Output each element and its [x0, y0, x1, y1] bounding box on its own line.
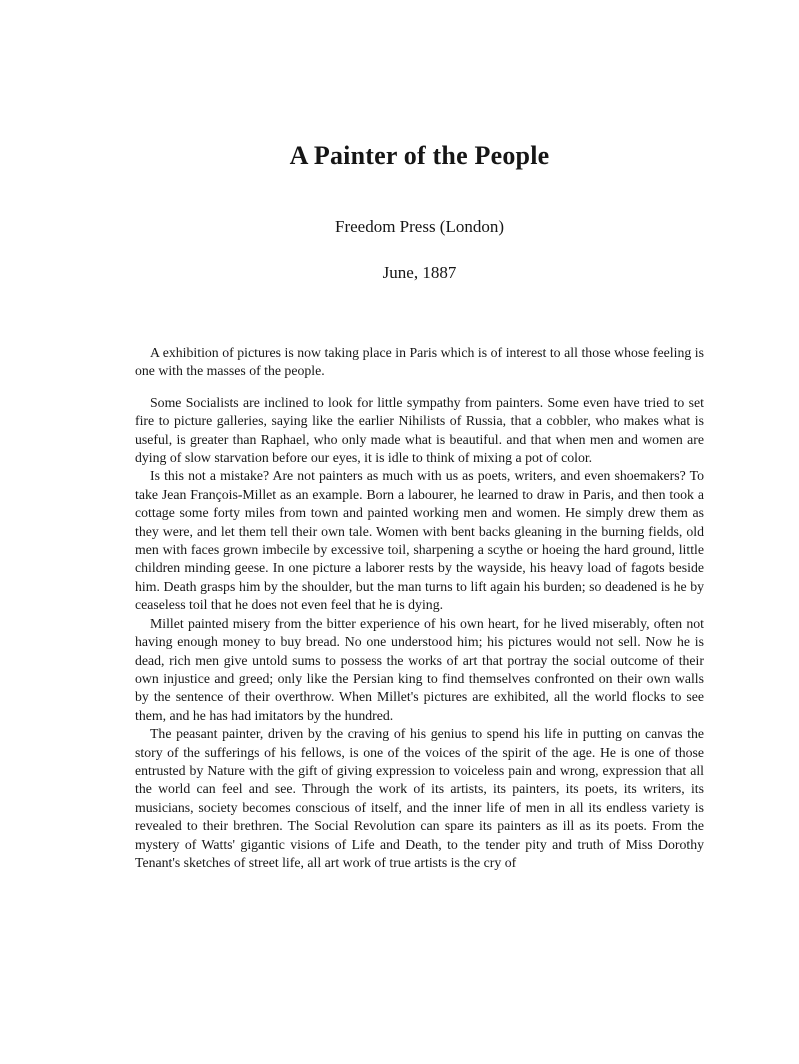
paragraph-millet-misery: Millet painted misery from the bitter experience of his own heart, for he lived miserably, often not having enough money to buy bread. No one understood him; his pictures would not sell. Now he is dead, rich men give untold sums to possess the works of art that portray the social outcome of their own injustice and greed; only like the Persian king to find themselves confronted on their own walls by the sentence of their overthrow. When Millet's pictures are exhibited, all the world flocks to see them, and he has had imitators by the hundred.	[135, 615, 704, 723]
paragraph-peasant-painter: The peasant painter, driven by the craving of his genius to spend his life in putting on canvas the story of the sufferings of his fellows, is one of the voices of the spirit of the age. He is one of those entrusted by Nature with the gift of giving expression to voiceless pain and wrong, expression that all the world can feel and see. Through the work of its artists, its painters, its poets, its writers, its musicians, society becomes conscious of itself, and the inner life of men in all its endless variety is revealed to their brethren. The Social Revolution can spare its painters as ill as its poets. From the mystery of Watts' gigantic visions of Life and Death, to the tender pity and truth of Miss Dorothy Tenant's sketches of street life, all art work of true artists is the cry of	[135, 726, 704, 870]
paragraph-intro: A exhibition of pictures is now taking place in Paris which is of interest to all those whose feeling is one with the masses of the people.	[135, 345, 704, 379]
article-body	[135, 344, 704, 872]
paragraph-socialists: Some Socialists are inclined to look for little sympathy from painters. Some even have tried to set fire to picture galleries, saying like the earlier Nihilists of Russia, that a cobbler, who makes what is useful, is greater than Raphael, who only made what is beautiful. and that when men and women are dying of slow starvation before our eyes, it is idle to think of mixing a pot of color.	[135, 394, 704, 466]
date-line: June, 1887	[382, 263, 457, 282]
page-title: A Painter of the People	[289, 141, 550, 170]
paragraph-millet-example: Is this not a mistake? Are not painters as much with us as poets, writers, and even shoemakers? To take Jean François-Millet as an example. Born a labourer, he learned to draw in Paris, and then took a cottage some forty miles from town and painted working men and women. He simply drew them as they were, and let them tell their own tale. Women with bent backs gleaning in the burning fields, old men with faces grown imbecile by excessive toil, sharpening a scythe or hoeing the hard ground, little children minding geese. In one picture a laborer rests by the wayside, his heavy load of fagots beside him. Death grasps him by the shoulder, but the man turns to lift again his burden; so deadened is he by ceaseless toil that he does not even feel that he is dying.	[135, 468, 704, 613]
publisher-line: Freedom Press (London)	[334, 217, 505, 236]
